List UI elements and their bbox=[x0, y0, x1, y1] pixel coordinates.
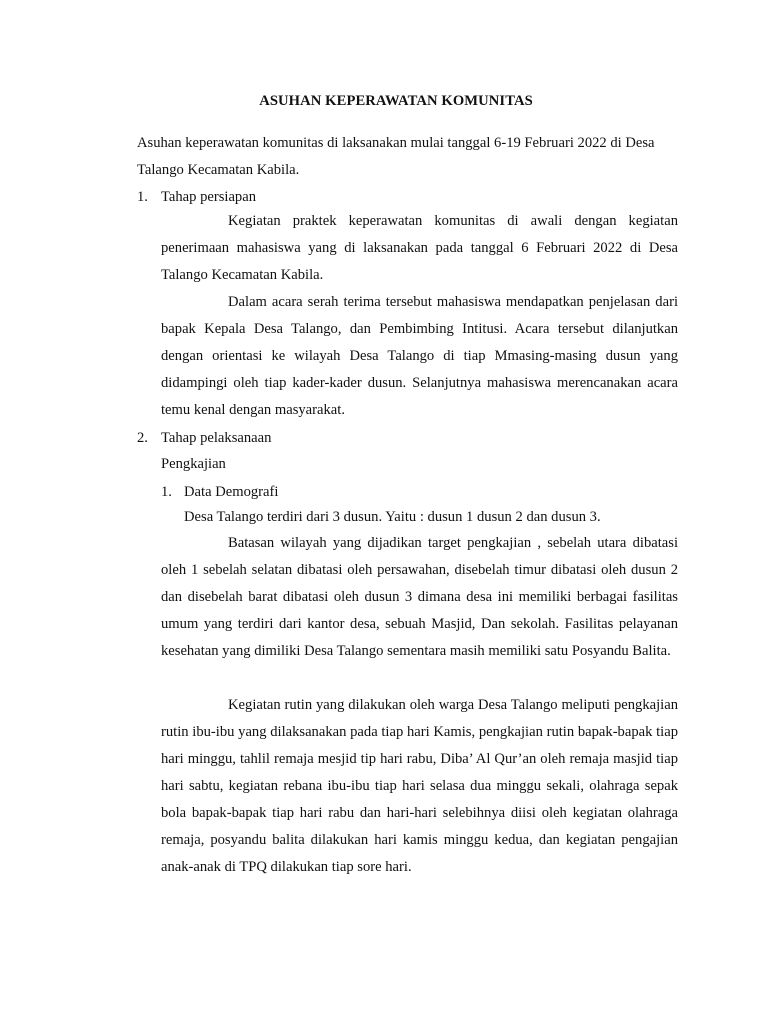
sub1-number: 1. bbox=[161, 484, 172, 500]
section1-paragraph2: Dalam acara serah terima tersebut mahasiswa mendapatkan penjelasan dari bapak Kepala Desa Talango, dan Pembimbing Intitusi. Acara tersebut dilanjutkan dengan orientasi ke wilayah Desa Talango di tiap Mmasing-masing dusun yang didampingi oleh tiap kader-kader dusun. Selanjutnya mahasiswa merencanakan acara temu kenal dengan masyarakat. bbox=[161, 294, 678, 418]
section2-heading: Tahap pelaksanaan bbox=[161, 430, 272, 446]
document-title: ASUHAN KEPERAWATAN KOMUNITAS bbox=[259, 93, 533, 109]
section2-number: 2. bbox=[137, 430, 148, 446]
sub1-heading: Data Demografi bbox=[184, 484, 279, 500]
section2-subheading: Pengkajian bbox=[161, 456, 226, 472]
section1-number: 1. bbox=[137, 189, 148, 205]
section1-heading: Tahap persiapan bbox=[161, 189, 257, 205]
sub1-line: Desa Talango terdiri dari 3 dusun. Yaitu : dusun 1 dusun 2 dan dusun 3. bbox=[184, 509, 601, 525]
intro-paragraph: Asuhan keperawatan komunitas di laksanakan mulai tanggal 6-19 Februari 2022 di Desa Talango Kecamatan Kabila. bbox=[137, 135, 655, 178]
sub1-paragraph1: Batasan wilayah yang dijadikan target pengkajian , sebelah utara dibatasi oleh 1 sebelah selatan dibatasi oleh persawahan, disebelah timur dibatasi oleh dusun 2 dan disebelah barat dibatasi oleh dusun 3 dimana desa ini memiliki berbagai fasilitas umum yang terdiri dari kantor desa, sebuah Masjid, Dan sekolah. Fasilitas pelayanan kesehatan yang dimiliki Desa Talango sementara masih memiliki satu Posyandu Balita. bbox=[161, 535, 678, 659]
sub1-paragraph2: Kegiatan rutin yang dilakukan oleh warga Desa Talango meliputi pengkajian rutin ibu-ibu yang dilaksanakan pada tiap hari Kamis, pengkajian rutin bapak-bapak tiap hari minggu, tahlil remaja mesjid tip hari rabu, Diba’ Al Qur’an oleh remaja masjid tiap hari sabtu, kegiatan rebana ibu-ibu tiap hari selasa dua minggu sekali, olahraga sepak bola bapak-bapak tiap hari rabu dan hari-hari selebihnya diisi oleh kegiatan olahraga remaja, posyandu balita dilakukan hari kamis minggu kedua, dan kegiatan pengajian anak-anak di TPQ dilakukan tiap sore hari. bbox=[161, 697, 678, 875]
section1-paragraph1: Kegiatan praktek keperawatan komunitas di awali dengan kegiatan penerimaan mahasiswa yang di laksanakan pada tanggal 6 Februari 2022 di Desa Talango Kecamatan Kabila. bbox=[161, 213, 678, 283]
